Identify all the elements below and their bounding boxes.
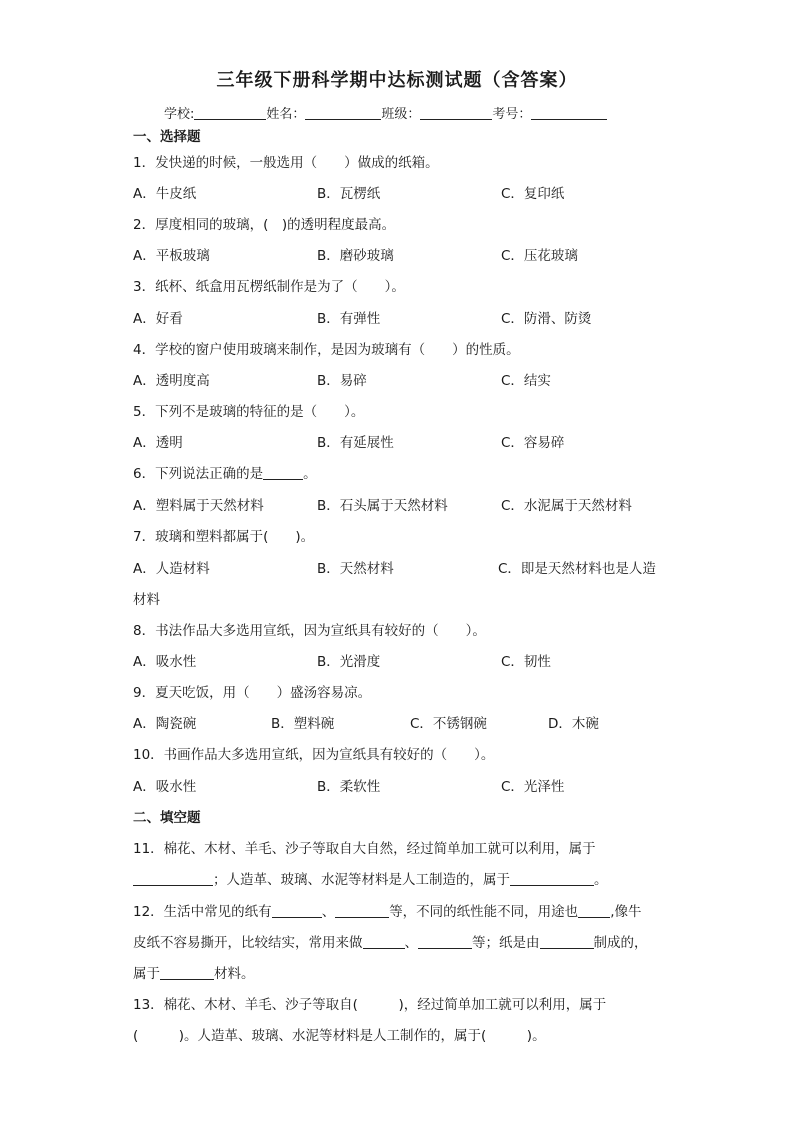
q7-option-a[interactable]: A．人造材料 <box>133 561 210 577</box>
q6-text-end: 。 <box>303 466 317 482</box>
q12-blank-1[interactable] <box>272 904 322 918</box>
q4-option-a[interactable]: A．透明度高 <box>133 373 210 389</box>
question-3: 3．纸杯、纸盒用瓦楞纸制作是为了（ ）。 <box>133 279 405 295</box>
q12-blank-2[interactable] <box>335 904 389 918</box>
question-8: 8．书法作品大多选用宣纸，因为宣纸具有较好的（ ）。 <box>133 623 486 639</box>
exam-no-label: 考号： <box>492 107 532 122</box>
q12-blank-5[interactable] <box>418 935 472 949</box>
q7-option-c[interactable]: C．即是天然材料也是人造 <box>498 561 656 577</box>
q11-blank-1[interactable] <box>133 872 213 886</box>
question-12-line-2 <box>133 931 648 951</box>
question-13-line-1: 13．棉花、木材、羊毛、沙子等取自( )，经过简单加工就可以利用，属于 <box>133 997 607 1013</box>
q6-option-c[interactable]: C．水泥属于天然材料 <box>501 498 632 514</box>
question-1: 1．发快递的时候，一般选用（ ）做成的纸箱。 <box>133 155 439 171</box>
q8-option-b[interactable]: B．光滑度 <box>317 654 381 670</box>
question-11-line-2 <box>133 868 608 888</box>
q2-option-a[interactable]: A．平板玻璃 <box>133 248 210 264</box>
q1-option-c[interactable]: C．复印纸 <box>501 186 565 202</box>
name-blank[interactable] <box>305 106 381 120</box>
page-title: 三年级下册科学期中达标测试题（含答案） <box>216 70 578 91</box>
question-10: 10．书画作品大多选用宣纸，因为宣纸具有较好的（ ）。 <box>133 747 495 763</box>
q12-text-g: 等；纸是由 <box>472 935 540 951</box>
q6-option-a[interactable]: A．塑料属于天然材料 <box>133 498 264 514</box>
q8-option-a[interactable]: A．吸水性 <box>133 654 197 670</box>
q9-option-a[interactable]: A．陶瓷碗 <box>133 716 197 732</box>
q7-option-b[interactable]: B．天然材料 <box>317 561 394 577</box>
q12-blank-6[interactable] <box>540 935 594 949</box>
q12-text-j: 材料。 <box>214 966 255 982</box>
q10-option-b[interactable]: B．柔软性 <box>317 779 381 795</box>
q12-text-h: 制成的， <box>593 935 648 951</box>
question-7: 7．玻璃和塑料都属于( )。 <box>133 529 315 545</box>
q12-text-a: 12．生活中常见的纸有 <box>133 904 272 920</box>
q11-blank-2[interactable] <box>510 872 594 886</box>
q12-text-i: 属于 <box>133 966 160 982</box>
section-fill-heading: 二、填空题 <box>133 810 201 826</box>
q5-option-c[interactable]: C．容易碎 <box>501 435 565 451</box>
question-9: 9．夏天吃饭，用（ ）盛汤容易凉。 <box>133 685 372 701</box>
exam-no-blank[interactable] <box>531 106 607 120</box>
q1-option-a[interactable]: A．牛皮纸 <box>133 186 197 202</box>
q3-option-c[interactable]: C．防滑、防烫 <box>501 311 592 327</box>
q10-option-a[interactable]: A．吸水性 <box>133 779 197 795</box>
question-13-line-2: ( )。人造革、玻璃、水泥等材料是人工制作的，属于( )。 <box>133 1028 546 1044</box>
q5-option-b[interactable]: B．有延展性 <box>317 435 394 451</box>
question-12-line-3 <box>133 962 255 982</box>
q6-option-b[interactable]: B．石头属于天然材料 <box>317 498 448 514</box>
q4-option-b[interactable]: B．易碎 <box>317 373 367 389</box>
q12-blank-4[interactable] <box>363 935 405 949</box>
question-11-line-1: 11．棉花、木材、羊毛、沙子等取自大自然，经过简单加工就可以利用，属于 <box>133 841 596 857</box>
question-12-line-1 <box>133 900 641 920</box>
class-blank[interactable] <box>420 106 492 120</box>
q7-option-c-continued: 材料 <box>133 592 160 608</box>
q2-option-b[interactable]: B．磨砂玻璃 <box>317 248 394 264</box>
q12-text-d: ,像牛 <box>610 904 642 920</box>
question-5: 5．下列不是玻璃的特征的是（ ）。 <box>133 404 365 420</box>
class-label: 班级： <box>381 107 421 122</box>
q3-option-b[interactable]: B．有弹性 <box>317 311 381 327</box>
q12-blank-3[interactable] <box>578 904 610 918</box>
q12-text-c: 等，不同的纸性能不同，用途也 <box>389 904 579 920</box>
school-blank[interactable] <box>194 106 266 120</box>
q11-text-mid: ；人造革、玻璃、水泥等材料是人工制造的，属于 <box>213 872 510 888</box>
question-4: 4．学校的窗户使用玻璃来制作，是因为玻璃有（ ）的性质。 <box>133 342 520 358</box>
q10-option-c[interactable]: C．光泽性 <box>501 779 565 795</box>
q6-answer-blank[interactable] <box>263 466 303 480</box>
q9-option-b[interactable]: B．塑料碗 <box>271 716 335 732</box>
q12-text-f: 、 <box>404 935 418 951</box>
q12-text-e: 皮纸不容易撕开，比较结实，常用来做 <box>133 935 363 951</box>
q11-text-end: 。 <box>594 872 608 888</box>
q6-text: 6．下列说法正确的是 <box>133 466 264 482</box>
q8-option-c[interactable]: C．韧性 <box>501 654 551 670</box>
q12-blank-7[interactable] <box>160 966 214 980</box>
q9-option-c[interactable]: C．不锈钢碗 <box>410 716 487 732</box>
question-6 <box>133 462 317 482</box>
q3-option-a[interactable]: A．好看 <box>133 311 183 327</box>
question-2: 2．厚度相同的玻璃，( )的透明程度最高。 <box>133 217 396 233</box>
q2-option-c[interactable]: C．压花玻璃 <box>501 248 578 264</box>
q1-option-b[interactable]: B．瓦楞纸 <box>317 186 381 202</box>
q9-option-d[interactable]: D．木碗 <box>548 716 599 732</box>
q5-option-a[interactable]: A．透明 <box>133 435 183 451</box>
section-choice-heading: 一、选择题 <box>133 129 201 145</box>
student-info-row <box>164 103 664 122</box>
q12-text-b: 、 <box>321 904 336 920</box>
name-label: 姓名： <box>266 107 306 122</box>
school-label: 学校: <box>164 107 195 122</box>
q4-option-c[interactable]: C．结实 <box>501 373 551 389</box>
